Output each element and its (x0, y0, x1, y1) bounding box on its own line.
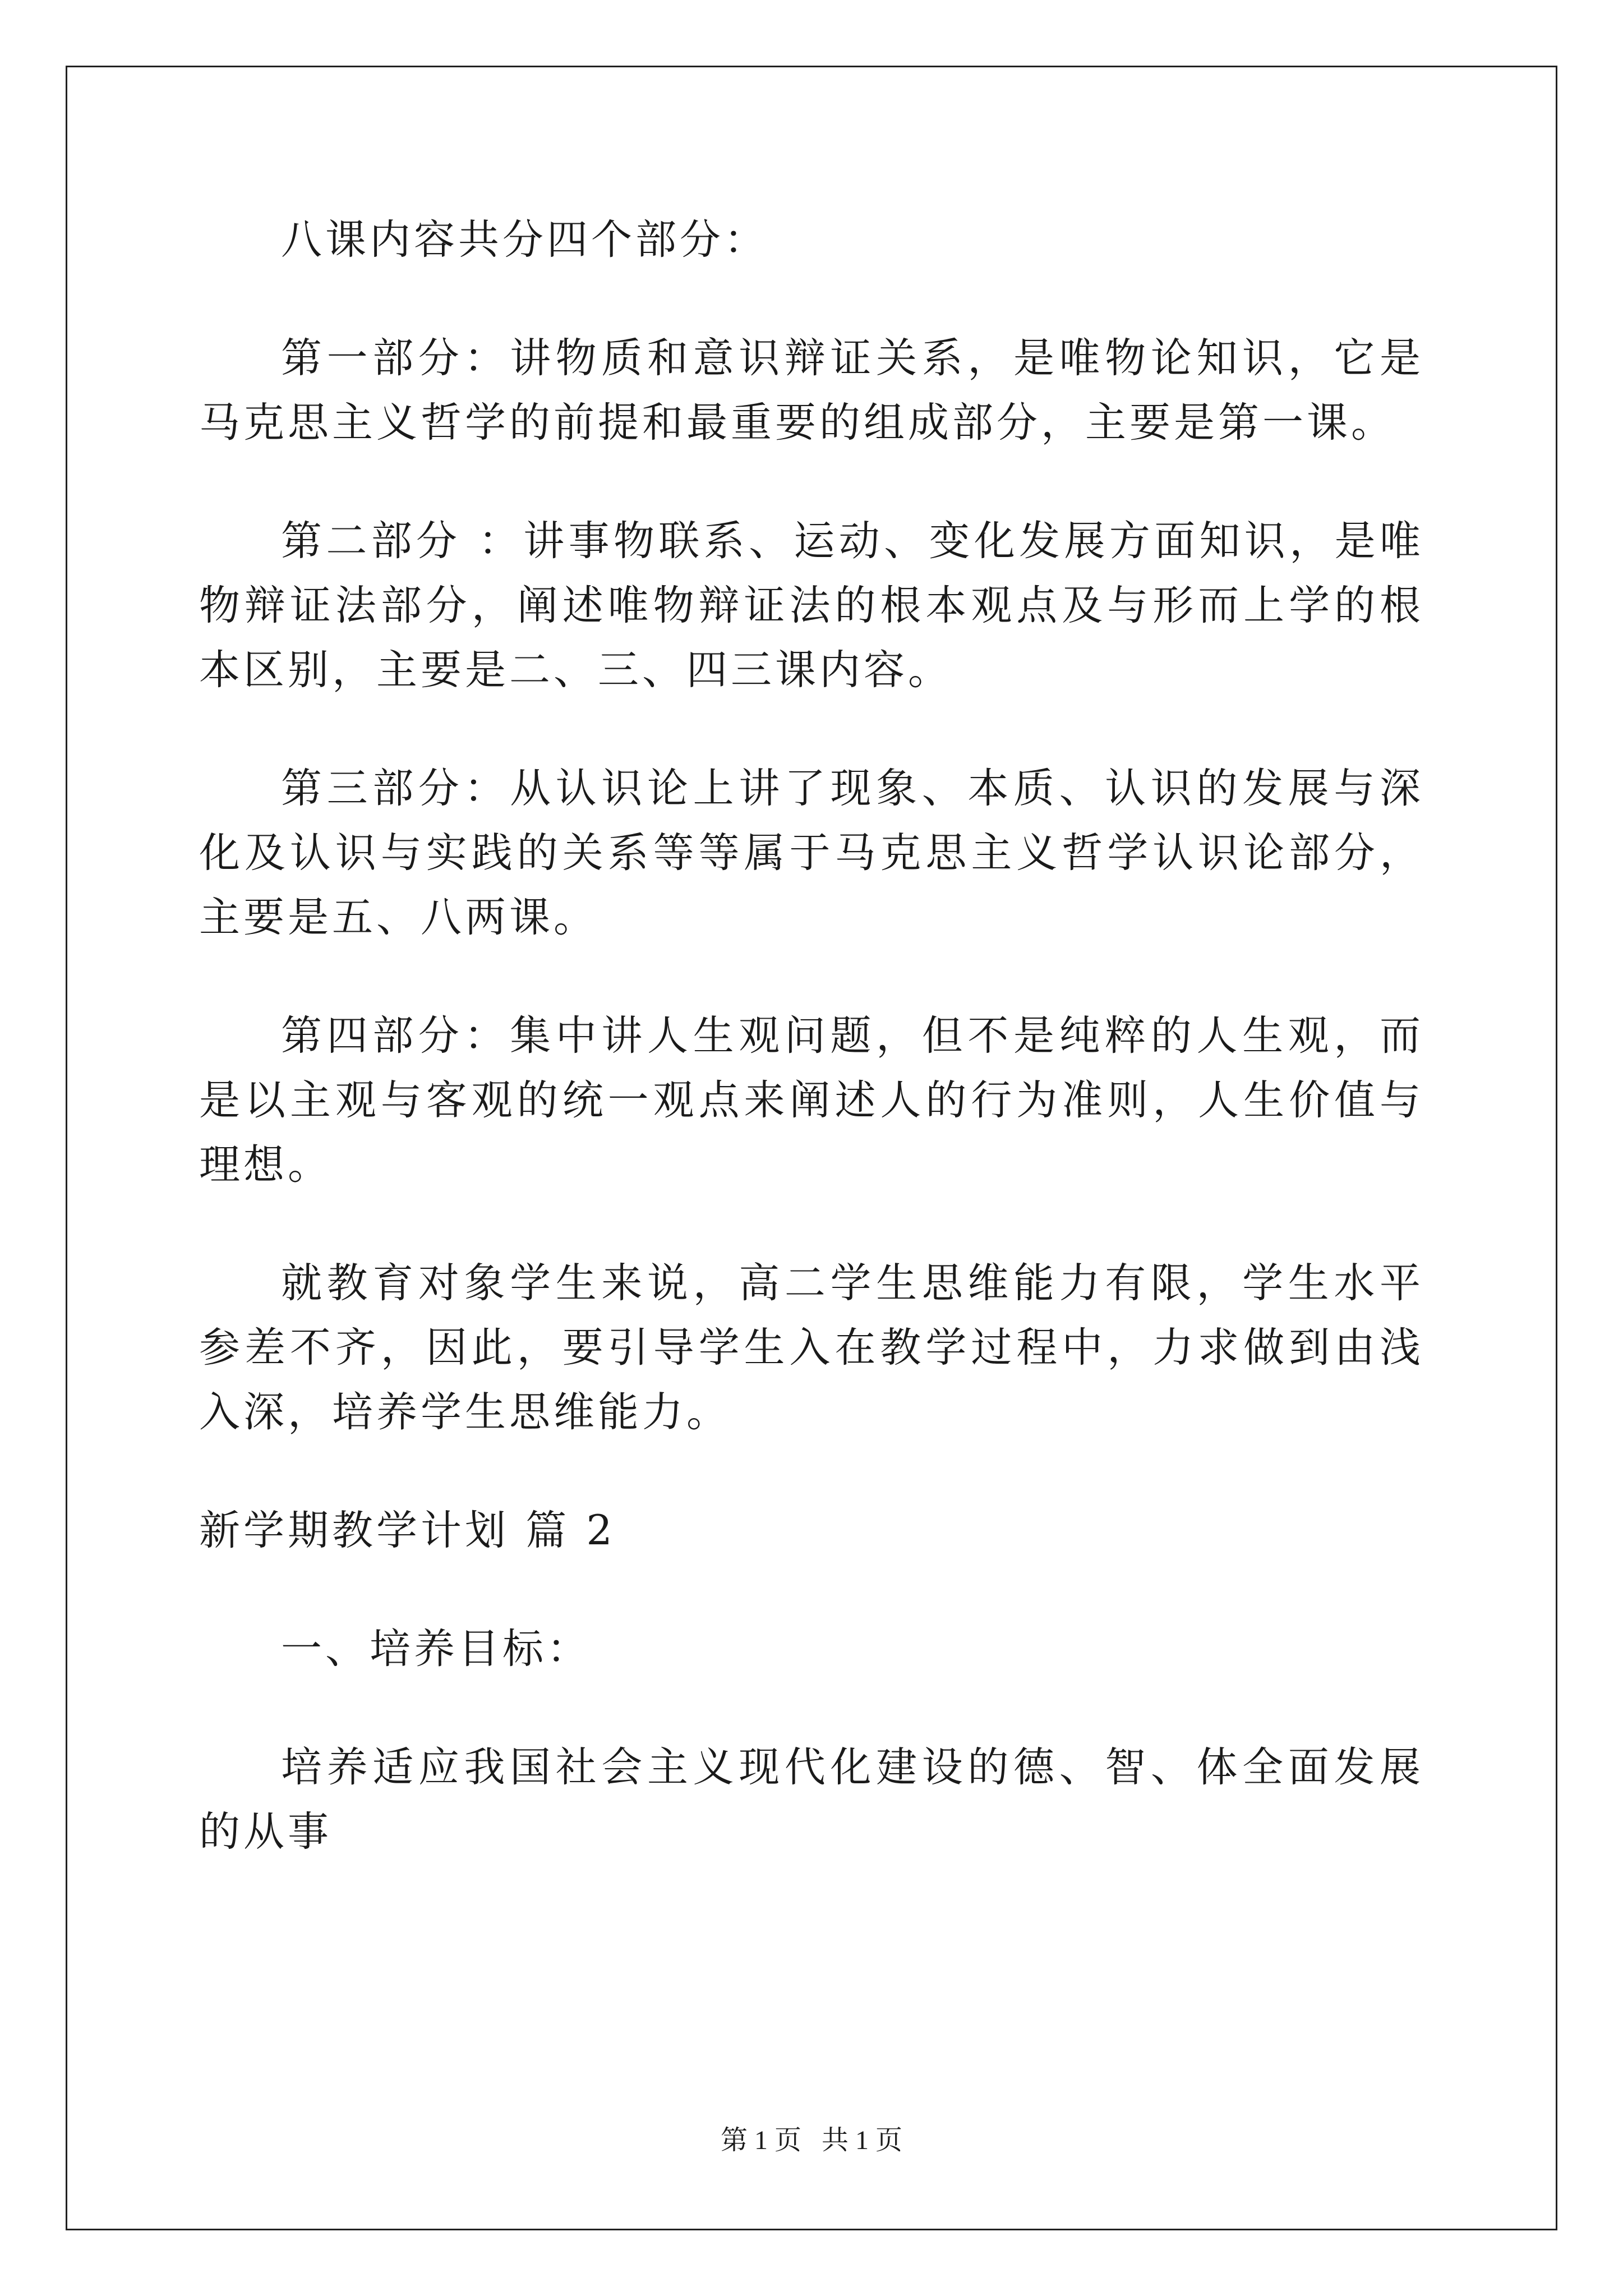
paragraph-part-three: 第三部分：从认识论上讲了现象、本质、认识的发展与深化及认识与实践的关系等等属于马克思主义哲学认识论部分，主要是五、八两课。 (199, 765, 1424, 941)
page-footer (0, 2124, 1623, 2157)
paragraph-part-four: 第四部分：集中讲人生观问题，但不是纯粹的人生观，而是以主观与客观的统一观点来阐述人的行为准则，人生价值与理想。 (199, 1012, 1424, 1189)
paragraph-goal-heading: 一、培养目标： (281, 1625, 591, 1673)
section-heading: 新学期教学计划 篇 2 (199, 1507, 616, 1554)
page-number: 第 1 页 (720, 2125, 801, 2155)
document-body (199, 208, 1424, 1918)
paragraph-part-two: 第二部分 ：讲事物联系、运动、变化发展方面知识，是唯物辩证法部分，阐述唯物辩证法的根本观点及与形而上学的根本区别，主要是二、三、四三课内容。 (199, 517, 1424, 694)
paragraph-intro: 八课内容共分四个部分： (281, 216, 768, 264)
page-total: 共 1 页 (822, 2125, 903, 2155)
paragraph-part-one: 第一部分：讲物质和意识辩证关系，是唯物论知识，它是马克思主义哲学的前提和最重要的组成部分，主要是第一课。 (199, 334, 1424, 447)
paragraph-students: 就教育对象学生来说，高二学生思维能力有限，学生水平参差不齐，因此，要引导学生入在教学过程中，力求做到由浅入深，培养学生思维能力。 (199, 1259, 1424, 1436)
paragraph-goal-text: 培养适应我国社会主义现代化建设的德、智、体全面发展的从事 (199, 1743, 1424, 1856)
